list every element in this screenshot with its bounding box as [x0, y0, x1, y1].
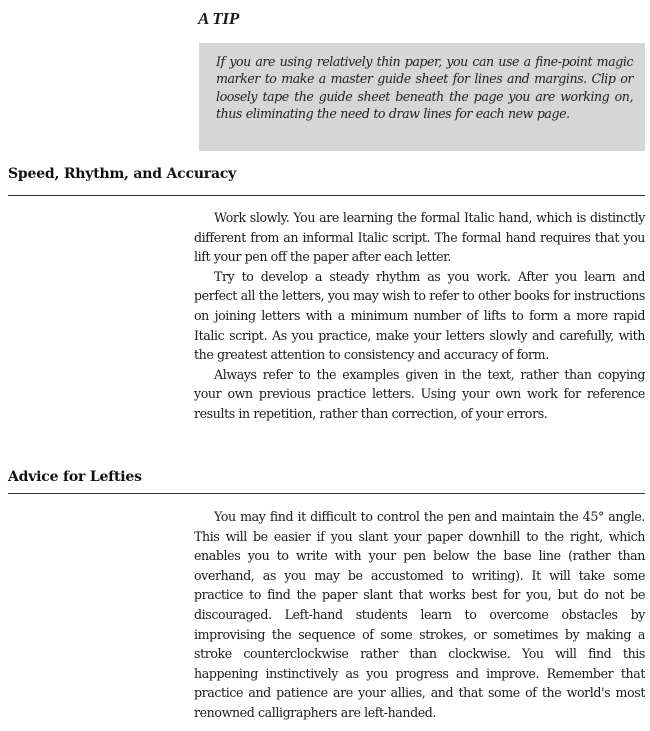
section-heading-speed-rhythm-accuracy: Speed, Rhythm, and Accuracy [8, 166, 237, 182]
paragraph: Try to develop a steady rhythm as you work. After you learn and perfect all the letters, you may wish to refer to other books for instructions on joining letters with a minimum number of lifts to form a more rapid Italic script. As you practice, make your letters slowly and carefully, with the greatest attention to consistency and accuracy of form. [194, 268, 645, 363]
paragraph: Always refer to the examples given in the text, rather than copying your own previous practice letters. Using your own work for reference results in repetition, rather than correction, of your errors. [194, 366, 645, 421]
section-divider [8, 493, 645, 494]
section-body-advice-for-lefties [194, 507, 645, 723]
tip-text: If you are using relatively thin paper, you can use a fine-point magic marker to make a master guide sheet for lines and margins. Clip or loosely tape the guide sheet beneath the page you are working on, thus eliminating the need to draw lines for each new page. [216, 54, 633, 122]
tip-title: A TIP [198, 9, 240, 28]
tip-box [199, 43, 645, 151]
paragraph: Work slowly. You are learning the formal Italic hand, which is distinctly different from an informal Italic script. The formal hand requires that you lift your pen off the paper after each letter. [194, 210, 645, 265]
section-body-speed-rhythm-accuracy [194, 208, 645, 424]
paragraph: You may find it difficult to control the pen and maintain the 45° angle. This will be easier if you slant your paper downhill to the right, which enables you to write with your pen below the base line (rather than overhand, as you may be accustomed to writing). It will take some practice to find the paper slant that works best for you, but do not be discouraged. Left-hand students learn to overcome obstacles by improvising the sequence of some strokes, or sometimes by making a stroke counterclockwise rather than clockwise. You will find this happening instinctively as you progress and improve. Remember that practice and patience are your allies, and that some of the world's most renowned calligraphers are left-handed. [194, 509, 645, 720]
section-divider [8, 195, 645, 196]
section-heading-advice-for-lefties: Advice for Lefties [8, 469, 142, 485]
